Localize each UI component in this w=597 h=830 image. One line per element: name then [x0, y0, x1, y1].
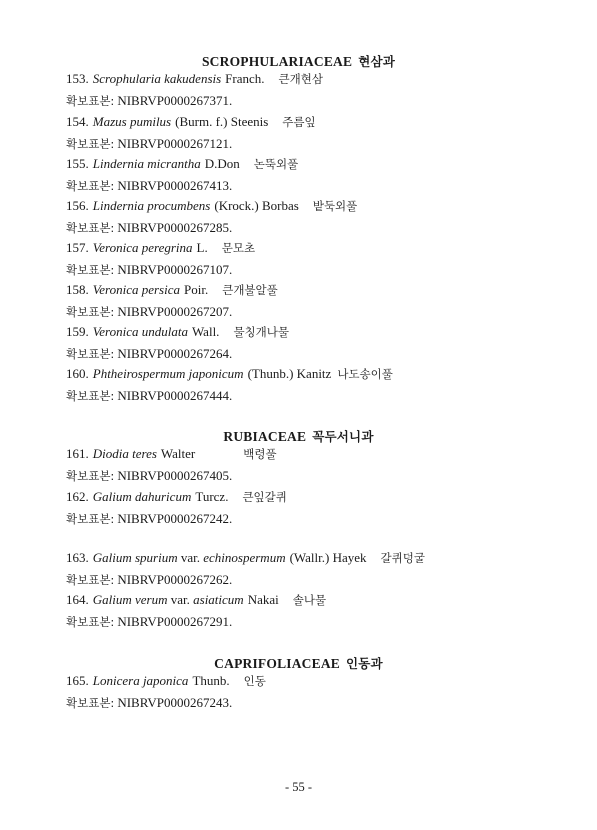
- korean-name: 갈퀴덩굴: [380, 551, 425, 565]
- family-heading-scrophulariaceae: [0, 52, 597, 70]
- species-entry: [66, 282, 278, 298]
- species-number: 156.: [66, 198, 89, 213]
- korean-name: 논뚝외풀: [253, 157, 299, 171]
- korean-name: 문모초: [221, 241, 256, 255]
- voucher-label: 확보표본:: [66, 469, 115, 483]
- species-number: 153.: [66, 71, 89, 86]
- voucher-id: NIBRVP0000267444.: [117, 388, 233, 403]
- author: D.Don: [204, 156, 240, 171]
- voucher-label: 확보표본:: [66, 179, 115, 193]
- author: Turcz.: [195, 489, 229, 504]
- species-number: 163.: [66, 550, 89, 565]
- family-korean: 현삼과: [358, 54, 396, 69]
- voucher-label: 확보표본:: [66, 221, 115, 235]
- korean-name: 나도송이풀: [337, 367, 393, 381]
- species-number: 157.: [66, 240, 89, 255]
- species-entry: [66, 71, 323, 87]
- scientific-name: Veronica peregrina: [92, 240, 193, 255]
- korean-name: 주름잎: [282, 115, 316, 129]
- family-heading-rubiaceae: [0, 427, 597, 445]
- family-name: RUBIACEAE: [223, 429, 307, 444]
- voucher-label: 확보표본:: [66, 94, 115, 108]
- voucher-label: 확보표본:: [66, 696, 115, 710]
- korean-name: 솔나물: [292, 593, 327, 607]
- author: Franch.: [225, 71, 265, 86]
- korean-name: 큰잎갈퀴: [242, 490, 287, 504]
- scientific-name: Diodia teres: [92, 446, 157, 461]
- voucher-line: [66, 262, 232, 278]
- species-entry: [66, 489, 287, 505]
- scientific-name: Veronica undulata: [92, 324, 188, 339]
- scientific-name: Veronica persica: [92, 282, 180, 297]
- voucher-id: NIBRVP0000267207.: [117, 304, 233, 319]
- voucher-line: [66, 220, 232, 236]
- voucher-line: [66, 468, 232, 484]
- korean-name: 백령풀: [243, 447, 277, 461]
- scientific-name: Lonicera japonica: [92, 673, 189, 688]
- voucher-label: 확보표본:: [66, 512, 115, 526]
- voucher-line: [66, 388, 232, 404]
- author: (Krock.) Borbas: [214, 198, 299, 213]
- scientific-name: Galium dahuricum: [92, 489, 192, 504]
- species-entry: [66, 240, 255, 256]
- variety-name: asiaticum: [193, 592, 244, 607]
- voucher-label: 확보표본:: [66, 305, 115, 319]
- voucher-id: NIBRVP0000267285.: [117, 220, 233, 235]
- author: Wall.: [191, 324, 220, 339]
- voucher-label: 확보표본:: [66, 137, 115, 151]
- voucher-id: NIBRVP0000267262.: [117, 572, 233, 587]
- species-entry: [66, 198, 357, 214]
- voucher-label: 확보표본:: [66, 347, 115, 361]
- scientific-name: Mazus pumilus: [92, 114, 172, 129]
- voucher-id: NIBRVP0000267291.: [117, 614, 233, 629]
- species-entry: [66, 446, 277, 462]
- voucher-label: 확보표본:: [66, 263, 115, 277]
- species-number: 164.: [66, 592, 89, 607]
- author: (Burm. f.) Steenis: [175, 114, 269, 129]
- species-number: 158.: [66, 282, 89, 297]
- voucher-label: 확보표본:: [66, 389, 115, 403]
- scientific-name: Scrophularia kakudensis: [92, 71, 222, 86]
- author: Nakai: [247, 592, 279, 607]
- voucher-line: [66, 178, 232, 194]
- species-entry: [66, 324, 289, 340]
- scientific-name: Galium spurium: [92, 550, 178, 565]
- species-number: 162.: [66, 489, 89, 504]
- family-korean: 꼭두서니과: [312, 429, 374, 444]
- scientific-name: Galium verum: [92, 592, 168, 607]
- voucher-line: [66, 304, 232, 320]
- voucher-label: 확보표본:: [66, 573, 115, 587]
- voucher-line: [66, 572, 232, 588]
- scientific-name: Lindernia procumbens: [92, 198, 211, 213]
- species-number: 160.: [66, 366, 89, 381]
- voucher-line: [66, 695, 232, 711]
- scientific-name: Phtheirospermum japonicum: [92, 366, 244, 381]
- korean-name: 물칭개나물: [233, 325, 289, 339]
- voucher-line: [66, 136, 232, 152]
- voucher-id: NIBRVP0000267121.: [117, 136, 233, 151]
- author: Thunb.: [192, 673, 230, 688]
- species-number: 154.: [66, 114, 89, 129]
- scientific-name: Lindernia micrantha: [92, 156, 201, 171]
- voucher-id: NIBRVP0000267107.: [117, 262, 233, 277]
- voucher-id: NIBRVP0000267242.: [117, 511, 233, 526]
- species-entry: [66, 114, 316, 130]
- author: Poir.: [184, 282, 209, 297]
- author: (Wallr.) Hayek: [289, 550, 367, 565]
- author: (Thunb.) Kanitz: [247, 366, 332, 381]
- species-number: 155.: [66, 156, 89, 171]
- family-name: CAPRIFOLIACEAE: [214, 656, 340, 671]
- family-name: SCROPHULARIACEAE: [201, 54, 353, 69]
- species-entry: [66, 156, 298, 172]
- voucher-id: NIBRVP0000267371.: [117, 93, 233, 108]
- var-label: var.: [180, 550, 201, 565]
- voucher-label: 확보표본:: [66, 615, 115, 629]
- page-number: - 55 -: [284, 780, 313, 794]
- korean-name: 큰개불알풀: [222, 283, 278, 297]
- var-label: var.: [170, 592, 190, 607]
- species-number: 161.: [66, 446, 89, 461]
- voucher-line: [66, 346, 232, 362]
- voucher-line: [66, 93, 232, 109]
- family-korean: 인동과: [345, 656, 383, 671]
- author: Walter: [160, 446, 196, 461]
- species-entry: [66, 592, 326, 608]
- voucher-line: [66, 511, 232, 527]
- voucher-id: NIBRVP0000267405.: [117, 468, 233, 483]
- voucher-line: [66, 614, 232, 630]
- species-entry: [66, 366, 393, 382]
- korean-name: 큰개현삼: [278, 72, 323, 86]
- species-number: 159.: [66, 324, 89, 339]
- voucher-id: NIBRVP0000267243.: [117, 695, 233, 710]
- species-entry: [66, 550, 425, 566]
- voucher-id: NIBRVP0000267264.: [117, 346, 233, 361]
- author: L.: [196, 240, 208, 255]
- species-entry: [66, 673, 266, 689]
- voucher-id: NIBRVP0000267413.: [117, 178, 233, 193]
- variety-name: echinospermum: [203, 550, 286, 565]
- species-number: 165.: [66, 673, 89, 688]
- korean-name: 인동: [243, 674, 266, 688]
- korean-name: 밭둑외풀: [312, 199, 358, 213]
- family-heading-caprifoliaceae: [0, 654, 597, 672]
